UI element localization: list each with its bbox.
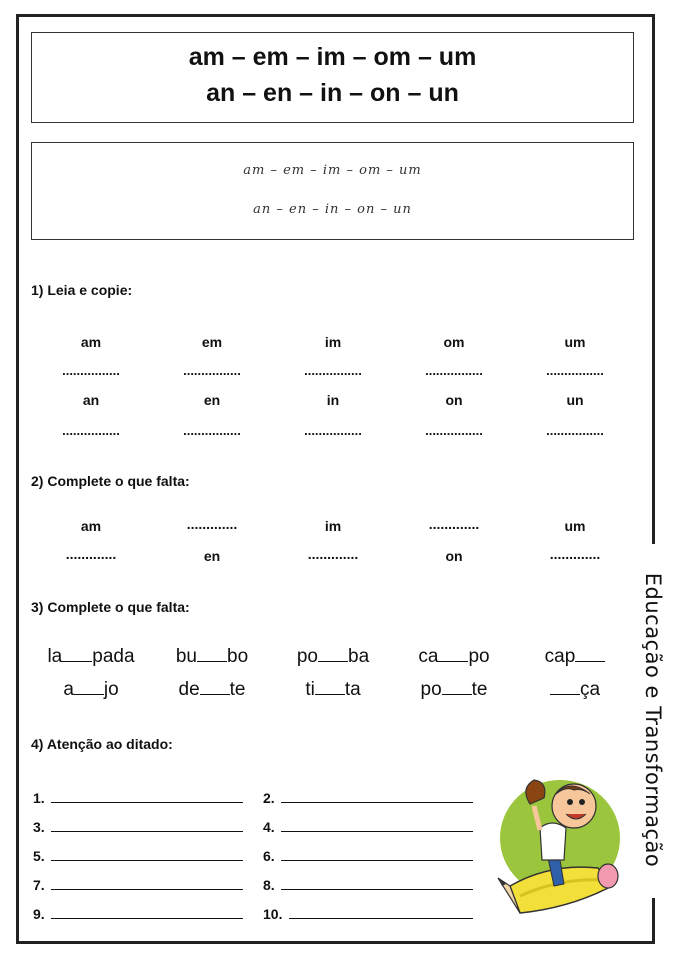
blank-line[interactable] xyxy=(442,678,472,695)
word-with-blank xyxy=(520,645,630,668)
dictation-line xyxy=(33,906,243,922)
syllable: on xyxy=(445,392,463,408)
section3-heading: 3) Complete o que falta: xyxy=(31,599,190,615)
syllable: im xyxy=(324,334,342,350)
copy-dots: ................ xyxy=(546,363,604,378)
dictation-number: 8. xyxy=(263,877,275,893)
blank-line[interactable] xyxy=(318,645,348,662)
answer-line[interactable] xyxy=(289,906,473,919)
syllable: un xyxy=(566,392,584,408)
fill-dots: ............. xyxy=(186,516,238,532)
right-border-bottom xyxy=(652,898,655,944)
answer-line[interactable] xyxy=(281,790,473,803)
section4-heading: 4) Atenção ao ditado: xyxy=(31,736,173,752)
copy-dots: ................ xyxy=(62,363,120,378)
syllable: in xyxy=(326,392,340,408)
answer-line[interactable] xyxy=(51,819,243,832)
cursive-box xyxy=(31,142,634,240)
dictation-number: 2. xyxy=(263,790,275,806)
fill-dots: ............. xyxy=(307,546,359,562)
answer-line[interactable] xyxy=(51,790,243,803)
syllable: on xyxy=(445,548,463,564)
word-prefix: cap xyxy=(544,646,576,667)
word-with-blank xyxy=(157,678,267,701)
syllable: em xyxy=(201,334,223,350)
boy-on-pencil-illustration xyxy=(490,768,630,933)
dictation-number: 4. xyxy=(263,819,275,835)
fill-dots: ............. xyxy=(428,516,480,532)
dictation-line xyxy=(33,877,243,893)
syllable: om xyxy=(443,334,465,350)
word-with-blank xyxy=(157,645,267,668)
dictation-number: 6. xyxy=(263,848,275,864)
syllable: um xyxy=(564,518,586,534)
blank-line[interactable] xyxy=(575,645,605,662)
answer-line[interactable] xyxy=(51,848,243,861)
dictation-number: 9. xyxy=(33,906,45,922)
blank-line[interactable] xyxy=(315,678,345,695)
copy-dots: ................ xyxy=(304,423,362,438)
answer-line[interactable] xyxy=(281,819,473,832)
word-prefix: de xyxy=(178,679,200,700)
blank-line[interactable] xyxy=(74,678,104,695)
word-prefix: po xyxy=(296,646,318,667)
section1-heading: 1) Leia e copie: xyxy=(31,282,133,298)
syllable: en xyxy=(203,392,221,408)
word-suffix: ça xyxy=(579,679,601,700)
dictation-number: 10. xyxy=(263,906,283,922)
word-prefix: a xyxy=(63,679,74,700)
word-with-blank xyxy=(399,678,509,701)
word-with-blank xyxy=(36,645,146,668)
syllable: an xyxy=(82,392,100,408)
blank-line[interactable] xyxy=(200,678,230,695)
blank-line[interactable] xyxy=(62,645,92,662)
dictation-line xyxy=(263,790,473,806)
word-with-blank xyxy=(36,678,146,701)
copy-dots: ................ xyxy=(62,423,120,438)
word-suffix: te xyxy=(229,679,246,700)
copy-dots: ................ xyxy=(546,423,604,438)
dictation-line xyxy=(33,790,243,806)
syllable: am xyxy=(80,518,102,534)
blank-line[interactable] xyxy=(550,678,580,695)
cursive-line-2: an – en – in – on – un xyxy=(253,202,412,217)
dictation-line xyxy=(263,877,473,893)
fill-dots: ............. xyxy=(549,546,601,562)
copy-dots: ................ xyxy=(425,423,483,438)
title-box xyxy=(31,32,634,123)
copy-dots: ................ xyxy=(304,363,362,378)
word-suffix: pada xyxy=(92,646,135,667)
dictation-number: 7. xyxy=(33,877,45,893)
copy-dots: ................ xyxy=(425,363,483,378)
dictation-number: 1. xyxy=(33,790,45,806)
answer-line[interactable] xyxy=(51,877,243,890)
dictation-line xyxy=(33,848,243,864)
word-with-blank xyxy=(399,645,509,668)
word-prefix: ca xyxy=(418,646,439,667)
word-suffix: ta xyxy=(344,679,361,700)
answer-line[interactable] xyxy=(51,906,243,919)
word-suffix: te xyxy=(471,679,488,700)
dictation-number: 3. xyxy=(33,819,45,835)
word-prefix: la xyxy=(47,646,63,667)
syllable: um xyxy=(564,334,586,350)
dictation-line xyxy=(33,819,243,835)
syllable: im xyxy=(324,518,342,534)
answer-line[interactable] xyxy=(281,877,473,890)
word-prefix: bu xyxy=(175,646,197,667)
blank-line[interactable] xyxy=(197,645,227,662)
cursive-line-1: am – em – im – om – um xyxy=(243,163,422,178)
syllable: am xyxy=(80,334,102,350)
answer-line[interactable] xyxy=(281,848,473,861)
dictation-line xyxy=(263,848,473,864)
word-suffix: ba xyxy=(348,646,370,667)
word-with-blank xyxy=(520,678,630,701)
word-with-blank xyxy=(278,645,388,668)
word-prefix: ti xyxy=(305,679,315,700)
title-line-2: an – en – in – on – un xyxy=(206,79,459,107)
dictation-number: 5. xyxy=(33,848,45,864)
word-suffix: jo xyxy=(103,679,119,700)
syllable: en xyxy=(203,548,221,564)
copy-dots: ................ xyxy=(183,423,241,438)
word-with-blank xyxy=(278,678,388,701)
section2-heading: 2) Complete o que falta: xyxy=(31,473,190,489)
dictation-line xyxy=(263,906,473,922)
copy-dots: ................ xyxy=(183,363,241,378)
dictation-line xyxy=(263,819,473,835)
fill-dots: ............. xyxy=(65,546,117,562)
title-line-1: am – em – im – om – um xyxy=(188,43,477,71)
right-border-top xyxy=(652,14,655,544)
blank-line[interactable] xyxy=(438,645,468,662)
word-prefix: po xyxy=(420,679,442,700)
word-suffix: po xyxy=(468,646,490,667)
side-watermark-text: Educação e Transformação xyxy=(641,569,665,871)
word-suffix: bo xyxy=(227,646,249,667)
